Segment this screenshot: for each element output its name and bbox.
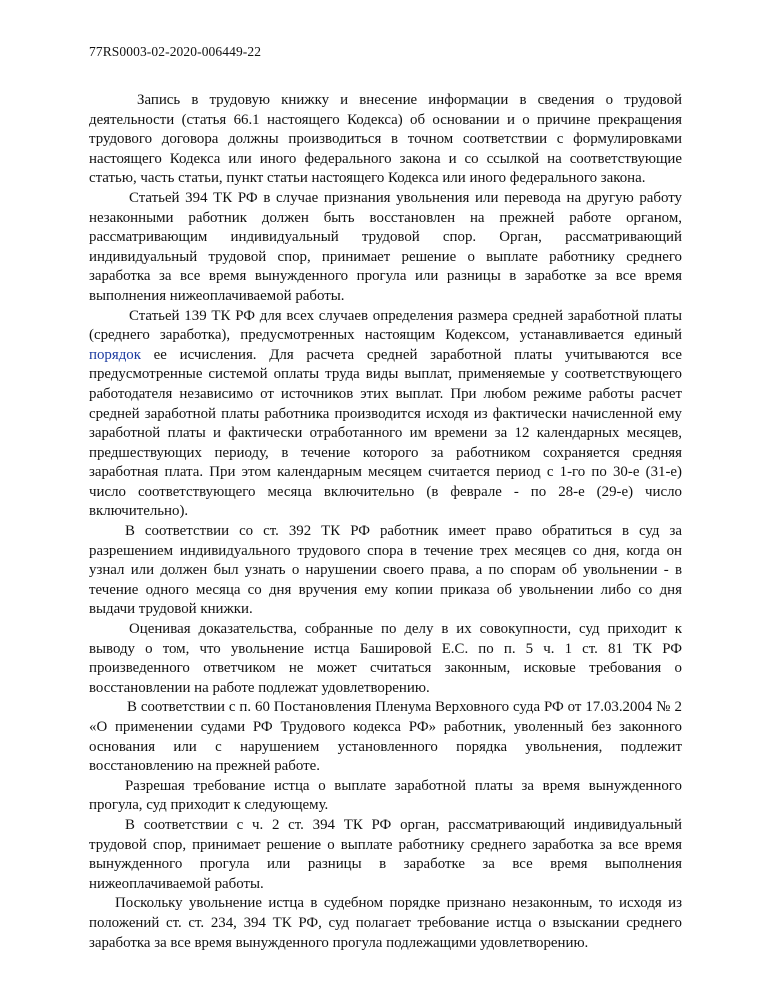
paragraph-article-139 <box>89 307 682 523</box>
paragraph-court-conclusion: Оценивая доказательства, собранные по делу в их совокупности, суд приходит к выводу о том, что увольнение истца Башировой Е.С. по п. 5 ч. 1 ст. 81 ТК РФ произведенного ответчиком не может считаться законным, исковые требования о восстановлении на работе подлежат удовлетворению. <box>89 621 682 696</box>
document-id: 77RS0003-02-2020-006449-22 <box>89 44 262 59</box>
procedure-link[interactable]: порядок <box>89 346 141 363</box>
paragraph-article-392: В соответствии со ст. 392 ТК РФ работник имеет право обратиться в суд за разрешением индивидуального трудового спора в течение трех месяцев со дня, когда он узнал или должен был узнать о нарушении своего права, а по спорам об увольнении - в течение одного месяца со дня вручения ему копии приказа об увольнении либо со дня выдачи трудовой книжки. <box>89 523 682 618</box>
paragraph-article-139-text-after: ее исчисления. Для расчета средней заработной платы учитываются все предусмотренные системой оплаты труда виды выплат, применяемые у соответствующего работодателя независимо от источников этих выплат. При любом режиме работы расчет средней заработной платы работника производится исходя из фактически начисленной ему заработной платы и фактически отработанного им времени за 12 календарных месяцев, предшествующих периоду, в течение которого за работником сохраняется средняя заработная плата. При этом календарным месяцем считается период с 1-го по 30-е (31-е) число соответствующего месяца включительно (в феврале - по 28-е (29-е) число включительно). <box>89 346 682 520</box>
paragraph-wage-claim: Разрешая требование истца о выплате заработной платы за время вынужденного прогула, суд приходит к следующему. <box>89 777 682 814</box>
paragraph-average-earnings: Поскольку увольнение истца в судебном порядке признано незаконным, то исходя из положений ст. ст. 234, 394 ТК РФ, суд полагает требование истца о взыскании среднего заработка за все время вынужденного прогула подлежащими удовлетворению. <box>89 895 682 951</box>
paragraph-article-394-part-2: В соответствии с ч. 2 ст. 394 ТК РФ орган, рассматривающий индивидуальный трудовой спор, принимает решение о выплате работнику среднего заработка за все время вынужденного прогула или разницы в заработке за все время выполнения нижеоплачиваемой работы. <box>89 816 682 892</box>
paragraph-article-139-text-before: Статьей 139 ТК РФ для всех случаев определения размера средней заработной платы (среднего заработка), предусмотренных настоящим Кодексом, устанавливается единый <box>89 307 682 344</box>
document-body <box>89 91 682 953</box>
paragraph-article-394: Статьей 394 ТК РФ в случае признания увольнения или перевода на другую работу незаконными работник должен быть восстановлен на прежней работе органом, рассматривающим индивидуальный трудовой спор. Орган, рассматривающий индивидуальный трудовой спор, принимает решение о выплате работнику среднего заработка за все время вынужденного прогула или разницы в заработке за все время выполнения нижеоплачиваемой работы. <box>89 189 682 304</box>
paragraph-plenum-resolution: В соответствии с п. 60 Постановления Пленума Верховного суда РФ от 17.03.2004 № 2 «О применении судами РФ Трудового кодекса РФ» работник, уволенный без законного основания или с нарушением установленного порядка увольнения, подлежит восстановлению на прежней работе. <box>89 699 682 775</box>
paragraph-work-book-entry: Запись в трудовую книжку и внесение информации в сведения о трудовой деятельности (статья 66.1 настоящего Кодекса) об основании и о причине прекращения трудового договора должны производиться в точном соответствии с формулировками настоящего Кодекса или иного федерального закона и со ссылкой на соответствующие статью, часть статьи, пункт статьи настоящего Кодекса или иного федерального закона. <box>89 92 682 187</box>
